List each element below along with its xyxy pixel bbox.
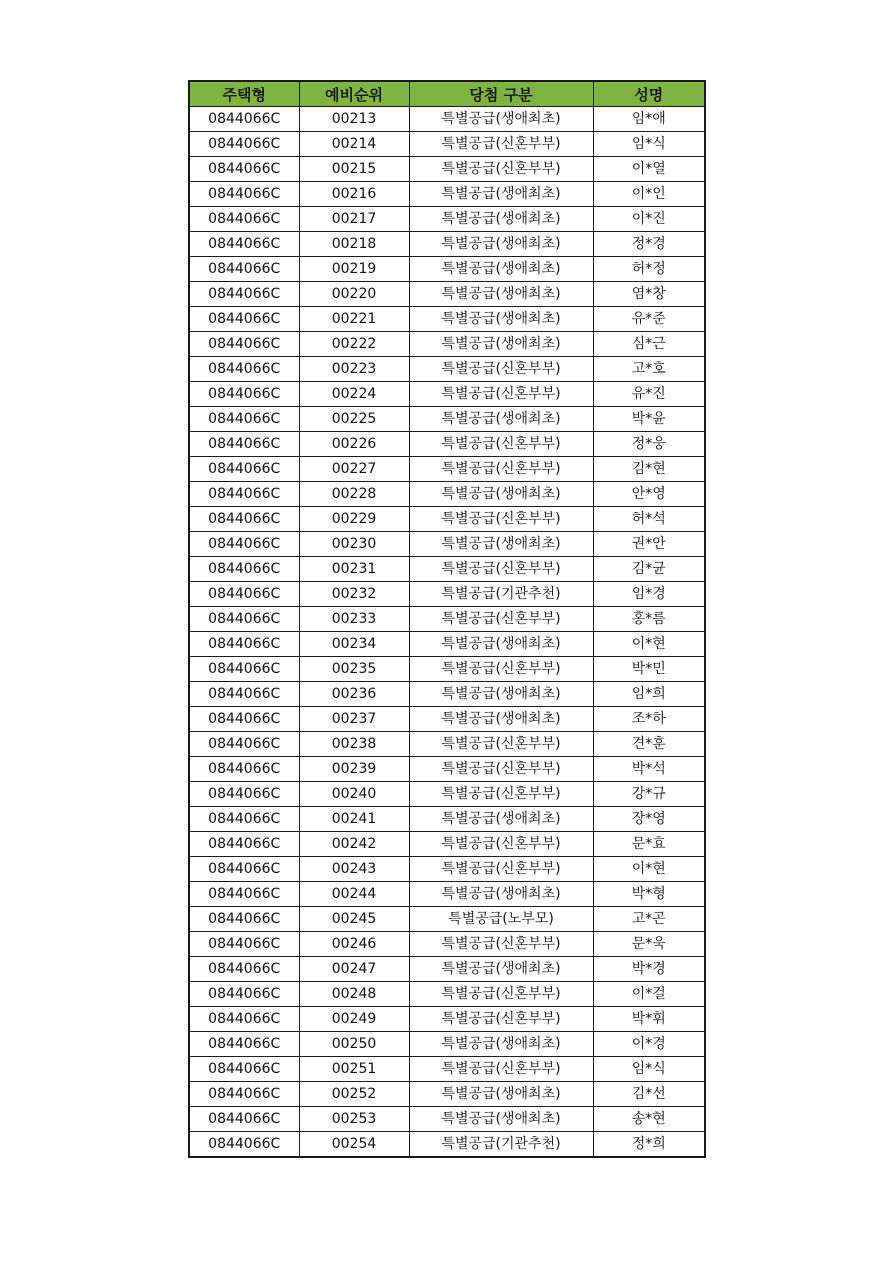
cell-name: 정*희 [593,1132,705,1158]
cell-housing-type: 0844066C [189,757,299,782]
cell-reserve-rank: 00236 [299,682,409,707]
cell-name: 이*경 [593,1032,705,1057]
cell-name: 이*열 [593,157,705,182]
cell-winning-category: 특별공급(생애최초) [409,307,593,332]
cell-name: 허*정 [593,257,705,282]
cell-reserve-rank: 00223 [299,357,409,382]
table-body [189,107,705,1158]
table-row [189,532,705,557]
cell-reserve-rank: 00231 [299,557,409,582]
cell-winning-category: 특별공급(생애최초) [409,1082,593,1107]
cell-winning-category: 특별공급(신혼부부) [409,607,593,632]
cell-reserve-rank: 00249 [299,1007,409,1032]
table-row [189,1132,705,1158]
cell-reserve-rank: 00225 [299,407,409,432]
cell-name: 허*석 [593,507,705,532]
table-row [189,857,705,882]
cell-winning-category: 특별공급(신혼부부) [409,157,593,182]
cell-reserve-rank: 00220 [299,282,409,307]
cell-housing-type: 0844066C [189,707,299,732]
table-row [189,907,705,932]
cell-winning-category: 특별공급(신혼부부) [409,507,593,532]
cell-reserve-rank: 00218 [299,232,409,257]
cell-reserve-rank: 00227 [299,457,409,482]
cell-name: 강*규 [593,782,705,807]
cell-winning-category: 특별공급(생애최초) [409,682,593,707]
table-row [189,207,705,232]
cell-housing-type: 0844066C [189,457,299,482]
cell-housing-type: 0844066C [189,182,299,207]
cell-housing-type: 0844066C [189,907,299,932]
cell-reserve-rank: 00244 [299,882,409,907]
cell-housing-type: 0844066C [189,957,299,982]
table-row [189,157,705,182]
cell-winning-category: 특별공급(기관추천) [409,1132,593,1158]
cell-name: 유*준 [593,307,705,332]
cell-reserve-rank: 00216 [299,182,409,207]
header-reserve-rank: 예비순위 [299,81,409,107]
cell-winning-category: 특별공급(생애최초) [409,182,593,207]
table-row [189,707,705,732]
cell-housing-type: 0844066C [189,207,299,232]
cell-housing-type: 0844066C [189,107,299,132]
cell-housing-type: 0844066C [189,532,299,557]
cell-winning-category: 특별공급(생애최초) [409,207,593,232]
cell-name: 권*안 [593,532,705,557]
table-row [189,1057,705,1082]
cell-winning-category: 특별공급(신혼부부) [409,657,593,682]
cell-name: 이*걸 [593,982,705,1007]
table-row [189,1082,705,1107]
header-housing-type: 주택형 [189,81,299,107]
table-row [189,307,705,332]
table-row [189,182,705,207]
cell-housing-type: 0844066C [189,1032,299,1057]
cell-reserve-rank: 00250 [299,1032,409,1057]
cell-name: 이*현 [593,632,705,657]
cell-housing-type: 0844066C [189,232,299,257]
table-row [189,557,705,582]
cell-winning-category: 특별공급(신혼부부) [409,132,593,157]
cell-winning-category: 특별공급(신혼부부) [409,1007,593,1032]
cell-housing-type: 0844066C [189,982,299,1007]
cell-reserve-rank: 00219 [299,257,409,282]
cell-name: 김*현 [593,457,705,482]
cell-reserve-rank: 00229 [299,507,409,532]
cell-housing-type: 0844066C [189,432,299,457]
cell-name: 박*민 [593,657,705,682]
cell-name: 심*근 [593,332,705,357]
cell-name: 송*현 [593,1107,705,1132]
table-row [189,682,705,707]
cell-winning-category: 특별공급(생애최초) [409,532,593,557]
table-header [189,81,705,107]
cell-name: 박*경 [593,957,705,982]
cell-housing-type: 0844066C [189,932,299,957]
cell-winning-category: 특별공급(신혼부부) [409,557,593,582]
table-row [189,832,705,857]
cell-name: 정*경 [593,232,705,257]
cell-housing-type: 0844066C [189,157,299,182]
table-row [189,482,705,507]
cell-reserve-rank: 00224 [299,382,409,407]
cell-reserve-rank: 00234 [299,632,409,657]
cell-housing-type: 0844066C [189,557,299,582]
table-row [189,432,705,457]
cell-housing-type: 0844066C [189,682,299,707]
cell-housing-type: 0844066C [189,632,299,657]
table-row [189,757,705,782]
cell-winning-category: 특별공급(생애최초) [409,407,593,432]
table-row [189,107,705,132]
cell-winning-category: 특별공급(생애최초) [409,1107,593,1132]
cell-winning-category: 특별공급(생애최초) [409,957,593,982]
cell-winning-category: 특별공급(생애최초) [409,282,593,307]
table-row [189,632,705,657]
cell-winning-category: 특별공급(기관추천) [409,582,593,607]
cell-name: 임*희 [593,682,705,707]
cell-housing-type: 0844066C [189,1082,299,1107]
cell-reserve-rank: 00221 [299,307,409,332]
cell-name: 정*웅 [593,432,705,457]
cell-housing-type: 0844066C [189,1107,299,1132]
table-row [189,807,705,832]
cell-winning-category: 특별공급(생애최초) [409,482,593,507]
table-row [189,582,705,607]
cell-name: 김*선 [593,1082,705,1107]
cell-winning-category: 특별공급(신혼부부) [409,982,593,1007]
cell-name: 문*욱 [593,932,705,957]
cell-name: 임*경 [593,582,705,607]
header-row [189,81,705,107]
cell-name: 박*윤 [593,407,705,432]
cell-name: 유*진 [593,382,705,407]
cell-housing-type: 0844066C [189,132,299,157]
cell-winning-category: 특별공급(생애최초) [409,257,593,282]
cell-name: 임*애 [593,107,705,132]
waitlist-table [188,80,706,1158]
results-sheet [188,80,704,1158]
cell-name: 임*식 [593,1057,705,1082]
cell-reserve-rank: 00230 [299,532,409,557]
cell-housing-type: 0844066C [189,257,299,282]
table-row [189,507,705,532]
cell-housing-type: 0844066C [189,832,299,857]
cell-housing-type: 0844066C [189,1132,299,1158]
cell-winning-category: 특별공급(신혼부부) [409,857,593,882]
table-row [189,932,705,957]
header-winning-category: 당첨 구분 [409,81,593,107]
table-row [189,882,705,907]
table-row [189,457,705,482]
cell-housing-type: 0844066C [189,782,299,807]
cell-winning-category: 특별공급(생애최초) [409,107,593,132]
table-row [189,732,705,757]
cell-housing-type: 0844066C [189,882,299,907]
table-row [189,282,705,307]
header-name: 성명 [593,81,705,107]
cell-name: 고*호 [593,357,705,382]
cell-reserve-rank: 00241 [299,807,409,832]
cell-winning-category: 특별공급(신혼부부) [409,357,593,382]
cell-housing-type: 0844066C [189,732,299,757]
cell-housing-type: 0844066C [189,607,299,632]
cell-name: 홍*름 [593,607,705,632]
cell-name: 박*휘 [593,1007,705,1032]
cell-housing-type: 0844066C [189,357,299,382]
cell-name: 박*형 [593,882,705,907]
cell-winning-category: 특별공급(신혼부부) [409,757,593,782]
cell-winning-category: 특별공급(생애최초) [409,232,593,257]
cell-winning-category: 특별공급(생애최초) [409,332,593,357]
cell-reserve-rank: 00215 [299,157,409,182]
table-row [189,407,705,432]
cell-reserve-rank: 00214 [299,132,409,157]
cell-reserve-rank: 00233 [299,607,409,632]
table-row [189,1007,705,1032]
cell-reserve-rank: 00232 [299,582,409,607]
cell-housing-type: 0844066C [189,582,299,607]
cell-reserve-rank: 00213 [299,107,409,132]
cell-winning-category: 특별공급(신혼부부) [409,457,593,482]
cell-reserve-rank: 00253 [299,1107,409,1132]
cell-winning-category: 특별공급(생애최초) [409,807,593,832]
table-row [189,257,705,282]
cell-winning-category: 특별공급(신혼부부) [409,732,593,757]
cell-name: 이*현 [593,857,705,882]
cell-name: 안*영 [593,482,705,507]
table-row [189,657,705,682]
cell-reserve-rank: 00243 [299,857,409,882]
cell-housing-type: 0844066C [189,332,299,357]
cell-housing-type: 0844066C [189,307,299,332]
cell-reserve-rank: 00222 [299,332,409,357]
cell-reserve-rank: 00235 [299,657,409,682]
table-row [189,782,705,807]
cell-name: 견*훈 [593,732,705,757]
table-row [189,957,705,982]
cell-reserve-rank: 00240 [299,782,409,807]
cell-housing-type: 0844066C [189,282,299,307]
cell-reserve-rank: 00239 [299,757,409,782]
cell-housing-type: 0844066C [189,857,299,882]
table-row [189,332,705,357]
cell-winning-category: 특별공급(노부모) [409,907,593,932]
cell-reserve-rank: 00226 [299,432,409,457]
cell-name: 문*효 [593,832,705,857]
cell-housing-type: 0844066C [189,507,299,532]
cell-reserve-rank: 00251 [299,1057,409,1082]
cell-winning-category: 특별공급(신혼부부) [409,932,593,957]
cell-name: 이*진 [593,207,705,232]
cell-winning-category: 특별공급(신혼부부) [409,832,593,857]
cell-reserve-rank: 00246 [299,932,409,957]
table-row [189,1107,705,1132]
table-row [189,132,705,157]
cell-winning-category: 특별공급(신혼부부) [409,1057,593,1082]
cell-housing-type: 0844066C [189,807,299,832]
cell-winning-category: 특별공급(신혼부부) [409,382,593,407]
cell-winning-category: 특별공급(신혼부부) [409,782,593,807]
cell-winning-category: 특별공급(신혼부부) [409,432,593,457]
table-row [189,982,705,1007]
table-row [189,232,705,257]
cell-name: 박*석 [593,757,705,782]
table-row [189,607,705,632]
cell-reserve-rank: 00237 [299,707,409,732]
cell-winning-category: 특별공급(생애최초) [409,1032,593,1057]
cell-housing-type: 0844066C [189,407,299,432]
cell-reserve-rank: 00254 [299,1132,409,1158]
table-row [189,357,705,382]
cell-reserve-rank: 00228 [299,482,409,507]
cell-reserve-rank: 00217 [299,207,409,232]
cell-reserve-rank: 00245 [299,907,409,932]
cell-reserve-rank: 00248 [299,982,409,1007]
cell-name: 조*하 [593,707,705,732]
table-row [189,1032,705,1057]
cell-name: 고*곤 [593,907,705,932]
cell-reserve-rank: 00238 [299,732,409,757]
cell-name: 장*영 [593,807,705,832]
cell-name: 임*식 [593,132,705,157]
cell-name: 이*인 [593,182,705,207]
cell-housing-type: 0844066C [189,1007,299,1032]
cell-housing-type: 0844066C [189,382,299,407]
table-row [189,382,705,407]
cell-winning-category: 특별공급(생애최초) [409,707,593,732]
cell-name: 김*균 [593,557,705,582]
cell-winning-category: 특별공급(생애최초) [409,882,593,907]
cell-winning-category: 특별공급(생애최초) [409,632,593,657]
cell-name: 염*창 [593,282,705,307]
cell-housing-type: 0844066C [189,482,299,507]
cell-reserve-rank: 00247 [299,957,409,982]
cell-reserve-rank: 00242 [299,832,409,857]
cell-housing-type: 0844066C [189,1057,299,1082]
cell-housing-type: 0844066C [189,657,299,682]
cell-reserve-rank: 00252 [299,1082,409,1107]
